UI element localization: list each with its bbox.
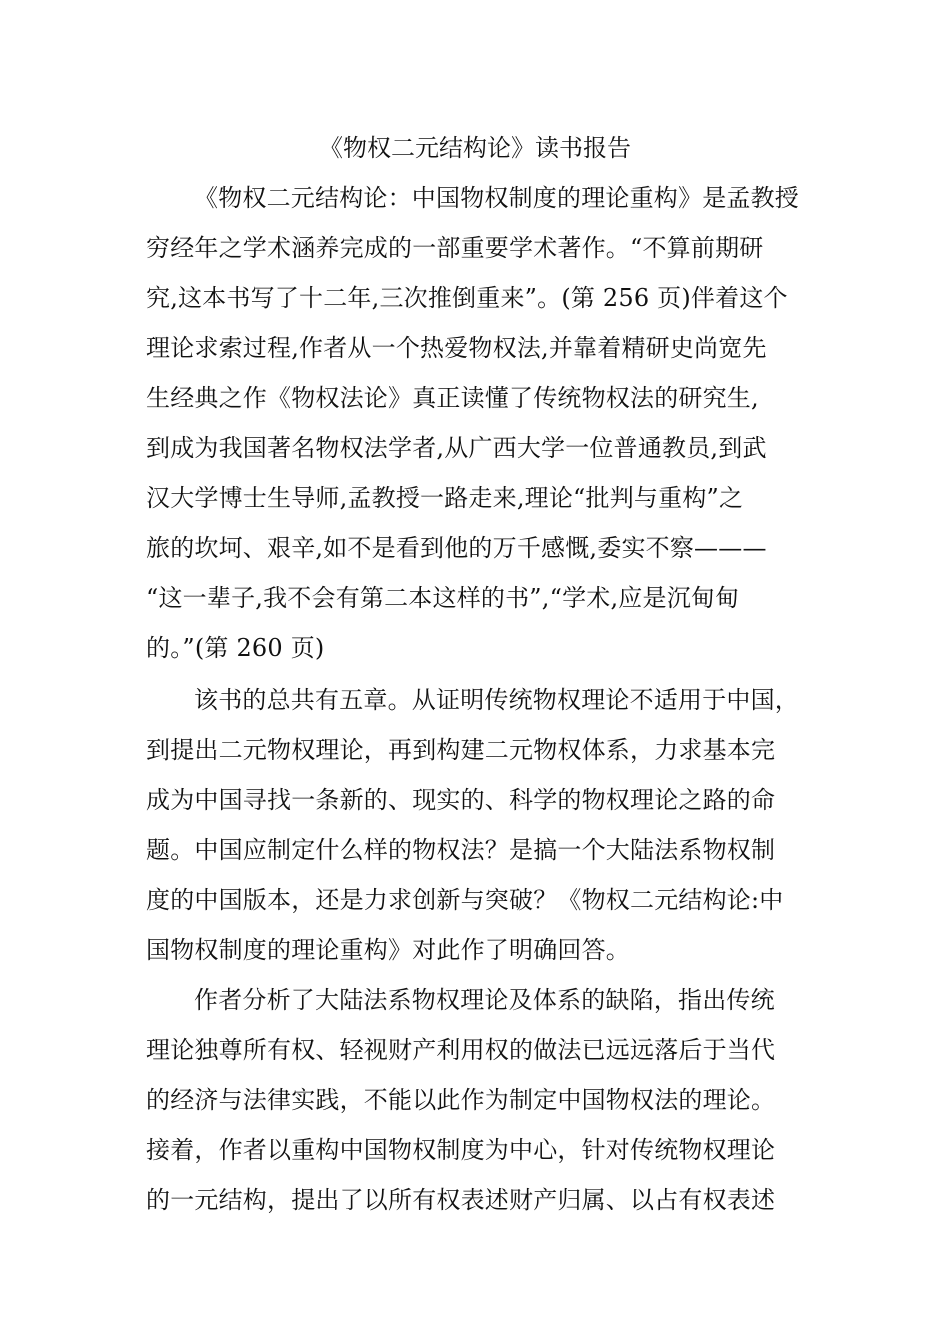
document-title: 《物权二元结构论》读书报告 <box>319 134 631 162</box>
paragraph-2-line-6: 国物权制度的理论重构》对此作了明确回答。 <box>146 936 630 964</box>
paragraph-1-line-2: 穷经年之学术涵养完成的一部重要学术著作。“不算前期研 <box>146 234 764 262</box>
paragraph-1-line-8: 旅的坎坷、艰辛,如不是看到他的万千感慨,委实不察——— <box>146 534 767 562</box>
paragraph-2-line-1: 该书的总共有五章。从证明传统物权理论不适用于中国， <box>194 686 799 714</box>
paragraph-1-line-5: 生经典之作《物权法论》真正读懂了传统物权法的研究生, <box>146 384 759 412</box>
paragraph-1-line-9: “这一辈子,我不会有第二本这样的书”,“学术,应是沉甸甸 <box>146 584 740 612</box>
paragraph-3-line-1: 作者分析了大陆法系物权理论及体系的缺陷，指出传统 <box>194 986 775 1014</box>
paragraph-3-line-3: 的经济与法律实践，不能以此作为制定中国物权法的理论。 <box>146 1086 776 1114</box>
paragraph-1-line-4: 理论求索过程,作者从一个热爱物权法,并靠着精研史尚宽先 <box>146 334 767 362</box>
paragraph-1-line-10: 的。”(第 260 页) <box>146 634 325 662</box>
paragraph-1-line-6: 到成为我国著名物权法学者,从广西大学一位普通教员,到武 <box>146 434 767 462</box>
paragraph-3-line-4: 接着，作者以重构中国物权制度为中心，针对传统物权理论 <box>146 1136 776 1164</box>
paragraph-1-line-1: 《物权二元结构论：中国物权制度的理论重构》是孟教授 <box>194 184 799 212</box>
paragraph-3-line-2: 理论独尊所有权、轻视财产利用权的做法已远远落后于当代 <box>146 1036 776 1064</box>
paragraph-2-line-3: 成为中国寻找一条新的、现实的、科学的物权理论之路的命 <box>146 786 776 814</box>
paragraph-2-line-2: 到提出二元物权理论，再到构建二元物权体系，力求基本完 <box>146 736 776 764</box>
paragraph-2-line-4: 题。中国应制定什么样的物权法？是搞一个大陆法系物权制 <box>146 836 776 864</box>
paragraph-1-line-7: 汉大学博士生导师,孟教授一路走来,理论“批判与重构”之 <box>146 484 744 512</box>
paragraph-1-line-3: 究,这本书写了十二年,三次推倒重来”。(第 256 页)伴着这个 <box>146 284 788 312</box>
paragraph-2-line-5: 度的中国版本，还是力求创新与突破？《物权二元结构论:中 <box>146 886 784 914</box>
paragraph-3-line-5: 的一元结构，提出了以所有权表述财产归属、以占有权表述 <box>146 1186 776 1214</box>
